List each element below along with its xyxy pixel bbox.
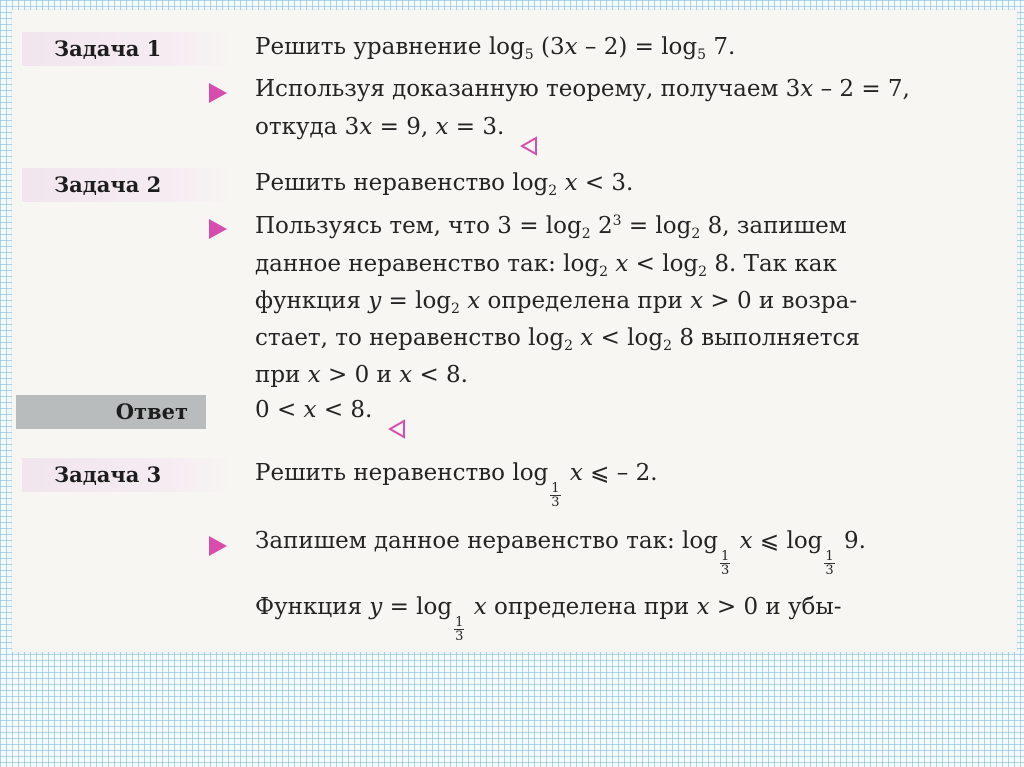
fraction-one-third: $\frac{1}{3}$ xyxy=(825,549,834,578)
task-3-label: Задача 3 xyxy=(22,458,232,492)
task-1-solution-line-1: Используя доказанную теорему, получаем 3x – 2 = 7, xyxy=(255,76,910,102)
task-2-solution-line-3: функция $y = \log_2 x$ определена при x > 0 и возра- xyxy=(255,288,858,317)
task-3-solution-line-2: Функция y = log $\frac{1}{3}$ x определена при x > 0 и убы- xyxy=(255,594,842,644)
solution-marker-icon xyxy=(209,83,227,103)
fraction-one-third: $\frac{1}{3}$ xyxy=(720,549,730,578)
task-2-label: Задача 2 xyxy=(22,168,232,202)
task-2-solution-line-2: данное неравенство так: $\log_2 x < \log_2 8$. Так как xyxy=(255,251,837,280)
task-2-solution-line-5: при x > 0 и x < 8. xyxy=(255,362,468,388)
solution-marker-icon xyxy=(209,219,227,239)
task-2-solution-line-4: стает, то неравенство $\log_2 x < \log_2 8$ выполняется xyxy=(255,325,860,354)
fraction-one-third: $\frac{1}{3}$ xyxy=(455,615,464,644)
task-2-answer: 0 < x < 8. xyxy=(255,397,388,423)
task-2-statement: Решить неравенство $\log_2 x < 3$. xyxy=(255,170,634,199)
task-2-solution-line-1: Пользуясь тем, что $3 = \log_2 2^3 = \log_2 8$, запишем xyxy=(255,213,847,242)
task-1-solution-line-2: откуда 3x = 9, x = 3. xyxy=(255,114,520,140)
textbook-page xyxy=(12,10,1017,652)
task-1-statement: Решить уравнение $\log_5 (3x - 2) = \log_5 7$. xyxy=(255,34,736,63)
task-1-label: Задача 1 xyxy=(22,32,232,66)
task-3-solution-line-1: Запишем данное неравенство так: log $\frac{1}{3}$ x ⩽ log $\frac{1}{3}$ 9. xyxy=(255,528,866,578)
answer-label: Ответ xyxy=(16,395,206,429)
fraction-one-third: $\frac{1}{3}$ xyxy=(551,481,560,510)
solution-marker-icon xyxy=(209,536,227,556)
task-3-statement: Решить неравенство log $\frac{1}{3}$ x ⩽ – 2. xyxy=(255,460,658,510)
